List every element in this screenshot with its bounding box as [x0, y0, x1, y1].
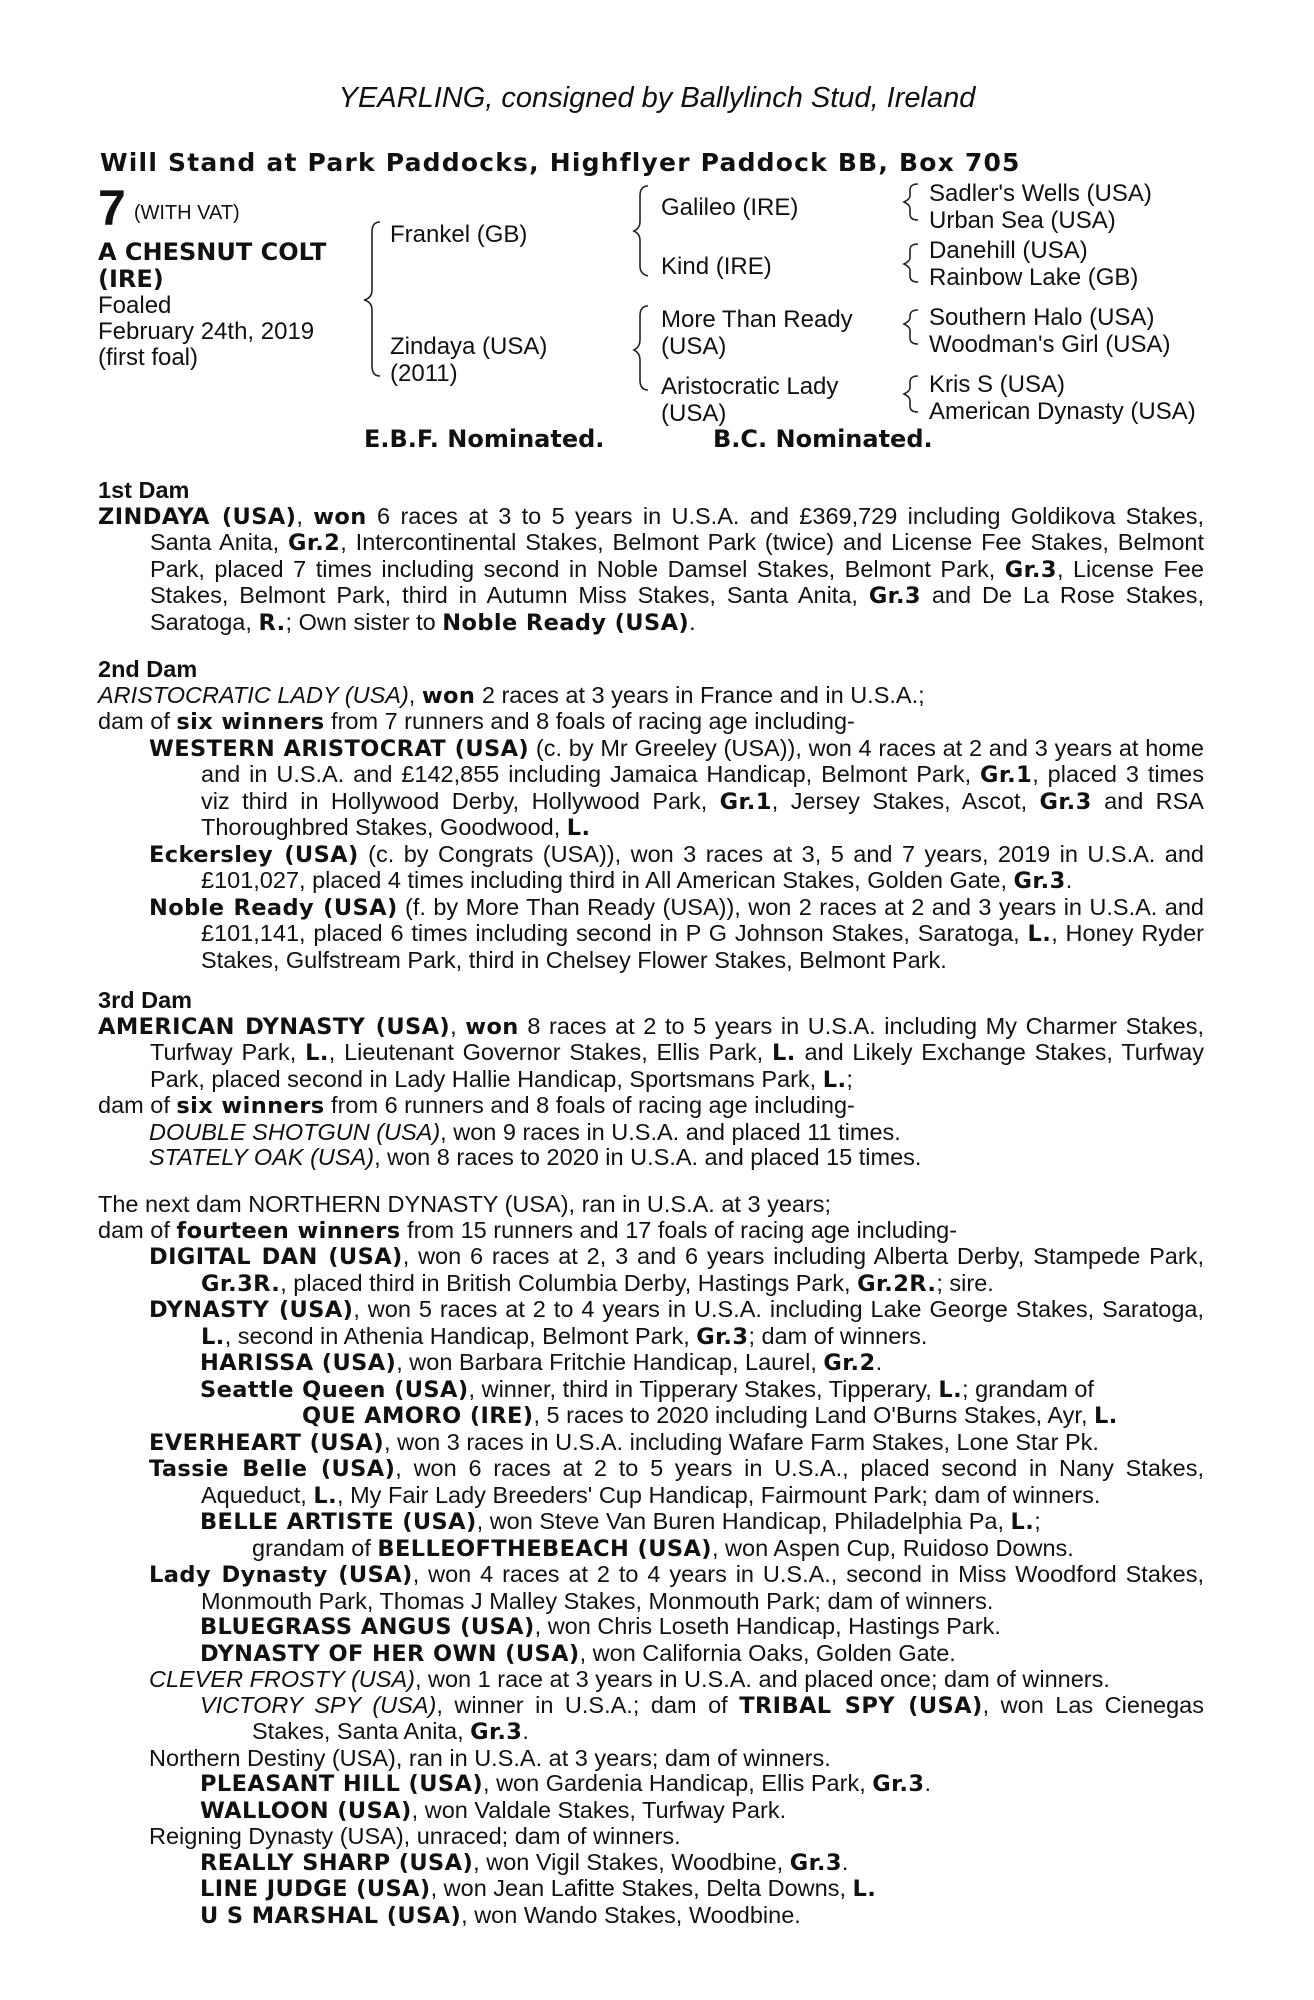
text: .	[841, 1848, 849, 1875]
text: , won Aspen Cup, Ruidoso Downs.	[711, 1534, 1074, 1561]
horse-name: TRIBAL SPY (USA)	[739, 1692, 983, 1719]
grade: Gr.3	[1013, 868, 1066, 894]
dam-of-line	[98, 1093, 1204, 1120]
horse-name: EVERHEART (USA)	[149, 1429, 385, 1456]
text: , Intercontinental Stakes, Belmont Park (twice) and License Fee Stakes, Belmont Park, placed 7 times including second in Noble Damsel Stakes, Belmont Park,	[150, 529, 1204, 582]
text: , License Fee Stakes, Belmont Park, third in Autumn Miss Stakes, Santa Anita,	[150, 555, 1204, 608]
horse-name: U S MARSHAL (USA)	[200, 1902, 462, 1929]
text: ,	[450, 1012, 466, 1039]
grade: R.	[258, 609, 286, 636]
horse-name: Lady Dynasty (USA)	[149, 1562, 413, 1588]
winners-count: six winners	[176, 1093, 325, 1119]
text: .	[689, 608, 696, 635]
horse-name: QUE AMORO (IRE)	[302, 1403, 534, 1429]
text: ; sire.	[936, 1269, 994, 1296]
ggp-4: Rainbow Lake (GB)	[929, 264, 1139, 291]
progeny-entry	[98, 1509, 1204, 1536]
progeny-entry	[98, 1771, 1204, 1798]
progeny-entry	[98, 1798, 1204, 1825]
grade: Gr.3	[872, 1771, 925, 1797]
grade: Gr.2	[288, 530, 341, 556]
text: , won Vigil Stakes, Woodbine,	[473, 1848, 790, 1875]
text: , won 4 races at 2 to 4 years in U.S.A., second in Miss Woodford Stakes, Monmouth Park, Thomas J Malley Stakes, Monmouth Park; dam of winners.	[201, 1561, 1204, 1614]
grade: Gr.3	[470, 1719, 523, 1745]
text: , placed 3 times viz third in Hollywood Derby, Hollywood Park,	[201, 761, 1204, 814]
sire: Frankel (GB)	[390, 221, 528, 248]
text: , Honey Ryder Stakes, Gulfstream Park, third in Chelsey Flower Stakes, Belmont Park.	[201, 920, 1204, 973]
winners-count: six winners	[176, 709, 325, 735]
sire-dam: Kind (IRE)	[661, 253, 772, 280]
grade: L.	[771, 1040, 796, 1066]
text: dam of	[98, 708, 177, 734]
sister-name: Noble Ready (USA)	[442, 609, 690, 636]
won-label: won	[313, 503, 367, 530]
first-dam-text: ZINDAYA (USA), won 6 races at 3 to 5 years in U.S.A. and £369,729 including Goldikova Stakes, Santa Anita, Gr.2, Intercontinental Stakes, Belmont Park (twice) and License Fee Stakes, Belmont Park, placed 7 times including second in Noble Damsel Stakes, Belmont Park, Gr.3, License Fee Stakes, Belmont Park, third in Autumn Miss Stakes, Santa Anita, Gr.3 and De La Rose Stakes, Saratoga, R.; Own sister to Noble Ready (USA).	[98, 502, 1205, 636]
grade: Gr.3	[1004, 556, 1057, 583]
text: ,	[408, 681, 422, 708]
text: ; Own sister to	[285, 608, 443, 635]
horse-name: WESTERN ARISTOCRAT (USA)	[149, 735, 530, 762]
horse-name: BELLEOFTHEBEACH (USA)	[377, 1535, 712, 1562]
progeny-entry	[98, 1876, 1204, 1903]
progeny-entry	[98, 1350, 1204, 1377]
text: , won 5 races at 2 to 4 years in U.S.A. including Lake George Stakes, Saratoga,	[353, 1296, 1204, 1322]
horse-name: Eckersley (USA)	[149, 841, 359, 868]
grade: Gr.2R.	[857, 1270, 937, 1297]
progeny-entry	[98, 1403, 1204, 1430]
grade: L.	[1027, 921, 1052, 947]
grade: L.	[822, 1066, 847, 1093]
text: , winner in U.S.A.; dam of	[436, 1691, 740, 1718]
third-dam-text	[98, 1014, 1204, 1094]
text: from 7 runners and 8 foals of racing age including-	[324, 708, 855, 734]
text: and RSA Thoroughbred Stakes, Goodwood,	[201, 787, 1204, 840]
progeny-entry	[98, 1430, 1204, 1457]
ggp-5: Southern Halo (USA)	[929, 304, 1155, 331]
pedigree-brackets	[0, 0, 1314, 460]
text: dam of	[98, 1092, 177, 1118]
progeny-entry	[98, 1667, 1204, 1693]
foaled-label: Foaled	[98, 292, 172, 319]
progeny-entry	[98, 1536, 1204, 1563]
text: , won Las Cienegas Stakes, Santa Anita,	[252, 1691, 1204, 1744]
first-dam-section	[98, 478, 1204, 636]
first-dam-heading: 1st Dam	[98, 477, 190, 503]
dam: Zindaya (USA) (2011)	[390, 333, 548, 387]
text: (c. by Congrats (USA)), won 3 races at 3, 5 and 7 years, 2019 in U.S.A. and £101,027, placed 4 times including third in All American Stakes, Golden Gate,	[201, 840, 1205, 893]
text: 2 races at 3 years in France and in U.S.A.;	[475, 681, 925, 708]
horse-name: BLUEGRASS ANGUS (USA)	[200, 1614, 535, 1640]
second-dam-line	[98, 683, 1204, 710]
grade: Gr.2	[823, 1350, 876, 1376]
grade: Gr.3	[789, 1849, 842, 1876]
horse-name: HARISSA (USA)	[200, 1350, 397, 1376]
next-dam-section	[98, 1192, 1204, 1929]
text: 8 races at 2 to 5 years in U.S.A. including My Charmer Stakes, Turfway Park,	[150, 1012, 1204, 1065]
text: , won Jean Lafitte Stakes, Delta Downs,	[430, 1875, 853, 1901]
text: , won 8 races to 2020 in U.S.A. and placed 15 times.	[374, 1144, 922, 1170]
text: , placed third in British Columbia Derby, Hastings Park,	[280, 1269, 858, 1296]
progeny-entry	[98, 1377, 1204, 1404]
grade: L.	[566, 815, 591, 841]
progeny-entry	[98, 1641, 1204, 1668]
text: , won 1 race at 3 years in U.S.A. and placed once; dam of winners.	[414, 1666, 1110, 1692]
text: from 15 runners and 17 foals of racing age including-	[400, 1216, 958, 1243]
progeny-entry: Reigning Dynasty (USA), unraced; dam of winners.	[149, 1823, 681, 1849]
dam-of-line	[98, 709, 1204, 736]
grade: Gr.3	[696, 1323, 749, 1350]
dam-dam: Aristocratic Lady (USA)	[661, 373, 839, 427]
progeny-entry	[98, 1145, 1204, 1171]
dam-name: AMERICAN DYNASTY (USA)	[98, 1013, 451, 1040]
text: ; dam of winners.	[748, 1322, 928, 1349]
bc-nomination: B.C. Nominated.	[713, 425, 933, 453]
grade: Gr.3R.	[201, 1270, 281, 1297]
text: , won 6 races at 2 to 5 years in U.S.A., placed second in Nany Stakes, Aqueduct,	[201, 1455, 1204, 1508]
text: , won Gardenia Handicap, Ellis Park,	[483, 1770, 873, 1796]
text: , Lieutenant Governor Stakes, Ellis Park,	[328, 1039, 772, 1065]
horse-name: CLEVER FROSTY (USA)	[149, 1666, 415, 1692]
progeny-entry: Northern Destiny (USA), ran in U.S.A. at 3 years; dam of winners.	[149, 1744, 831, 1771]
horse-name: REALLY SHARP (USA)	[200, 1849, 474, 1876]
horse-name: PLEASANT HILL (USA)	[200, 1771, 484, 1797]
text: .	[924, 1770, 931, 1796]
text: (f. by More Than Ready (USA)), won 2 races at 2 and 3 years in U.S.A. and £101,141, placed 6 times including second in P G Johnson Stakes, Saratoga,	[201, 893, 1204, 946]
ggp-2: Urban Sea (USA)	[929, 207, 1116, 234]
text: ;	[1034, 1508, 1041, 1534]
grade: Gr.1	[719, 788, 772, 815]
second-dam-heading: 2nd Dam	[98, 656, 198, 682]
next-dam-intro: The next dam NORTHERN DYNASTY (USA), ran in U.S.A. at 3 years;	[98, 1191, 832, 1217]
location-line: Will Stand at Park Paddocks, Highflyer Paddock BB, Box 705	[100, 148, 1021, 177]
won-label: won	[421, 682, 476, 709]
dam-name: ZINDAYA (USA)	[98, 503, 297, 530]
progeny-entry	[98, 1850, 1204, 1877]
ggp-1: Sadler's Wells (USA)	[929, 180, 1152, 207]
page-title: YEARLING, consigned by Ballylinch Stud, Ireland	[338, 82, 976, 114]
progeny-entry	[98, 1562, 1204, 1614]
text: ; grandam of	[962, 1375, 1094, 1402]
grade: Gr.3	[868, 583, 921, 609]
horse-name: Seattle Queen (USA)	[200, 1376, 469, 1403]
grade: L.	[201, 1323, 225, 1350]
dam-name: ARISTOCRATIC LADY (USA)	[98, 681, 409, 708]
text: and Likely Exchange Stakes, Turfway Park, placed second in Lady Hallie Handicap, Sportsmans Park,	[150, 1039, 1204, 1092]
progeny-entry	[98, 736, 1204, 842]
horse-name: STATELY OAK (USA)	[149, 1144, 375, 1170]
horse-name: Noble Ready (USA)	[149, 894, 398, 921]
progeny-entry	[98, 842, 1204, 895]
ggp-8: American Dynasty (USA)	[929, 398, 1196, 425]
horse-name: DIGITAL DAN (USA)	[149, 1244, 403, 1270]
text: , My Fair Lady Breeders' Cup Handicap, Fairmount Park; dam of winners.	[337, 1481, 1101, 1508]
ggp-3: Danehill (USA)	[929, 237, 1088, 264]
text: and De La Rose Stakes, Saratoga,	[150, 582, 1205, 635]
grade: L.	[938, 1376, 963, 1403]
progeny-entry	[98, 1903, 1204, 1930]
horse-name: BELLE ARTISTE (USA)	[200, 1509, 477, 1535]
lot-description: A CHESNUT COLT (IRE)	[98, 238, 327, 293]
dam-sire: More Than Ready (USA)	[661, 306, 853, 360]
horse-name: DOUBLE SHOTGUN (USA)	[149, 1118, 441, 1145]
horse-name: VICTORY SPY (USA)	[200, 1691, 437, 1718]
progeny-entry	[98, 1120, 1204, 1146]
text: , 5 races to 2020 including Land O'Burns Stakes, Ayr,	[533, 1402, 1095, 1428]
text: grandam of	[252, 1534, 378, 1561]
winners-count: fourteen winners	[176, 1217, 401, 1244]
text: , won 9 races in U.S.A. and placed 11 times.	[440, 1118, 901, 1145]
text: dam of	[98, 1216, 177, 1243]
progeny-entry	[98, 1693, 1204, 1746]
text: , won 6 races at 2, 3 and 6 years including Alberta Derby, Stampede Park,	[402, 1243, 1204, 1269]
horse-name: WALLOON (USA)	[200, 1797, 412, 1824]
text: , won 3 races in U.S.A. including Wafare Farm Stakes, Lone Star Pk.	[384, 1428, 1099, 1455]
horse-name: Tassie Belle (USA)	[149, 1456, 396, 1482]
grade: L.	[313, 1482, 338, 1509]
dam-of-line	[98, 1218, 1204, 1245]
text: from 6 runners and 8 foals of racing age including-	[324, 1092, 855, 1118]
ggp-6: Woodman's Girl (USA)	[929, 331, 1171, 358]
second-dam-section	[98, 657, 1204, 973]
ggp-7: Kris S (USA)	[929, 371, 1066, 398]
third-dam-section	[98, 988, 1204, 1171]
text: , won Barbara Fritchie Handicap, Laurel,	[396, 1349, 824, 1375]
text: , second in Athenia Handicap, Belmont Park,	[224, 1322, 697, 1349]
progeny-entry	[98, 1456, 1204, 1509]
text: , winner, third in Tipperary Stakes, Tipperary,	[468, 1375, 939, 1402]
won-label: won	[465, 1013, 519, 1040]
text: 6 races at 3 to 5 years in U.S.A. and £369,729 including Goldikova Stakes, Santa Anita,	[150, 502, 1205, 555]
horse-name: DYNASTY (USA)	[149, 1297, 354, 1323]
sire-sire: Galileo (IRE)	[661, 194, 799, 221]
progeny-entry	[98, 1297, 1204, 1350]
text: , Jersey Stakes, Ascot,	[771, 787, 1040, 814]
ebf-nomination: E.B.F. Nominated.	[364, 425, 605, 453]
third-dam-heading: 3rd Dam	[98, 987, 193, 1013]
progeny-entry	[98, 1244, 1204, 1297]
grade: L.	[1094, 1403, 1118, 1429]
vat-note: (WITH VAT)	[133, 202, 240, 224]
progeny-entry	[98, 895, 1204, 974]
text: (c. by Mr Greeley (USA)), won 4 races at 2 and 3 years at home and in U.S.A. and £142,855 including Jamaica Handicap, Belmont Park,	[201, 734, 1204, 787]
text: .	[522, 1718, 529, 1744]
grade: L.	[1010, 1509, 1035, 1535]
grade: Gr.1	[980, 762, 1033, 788]
text: , won Valdale Stakes, Turfway Park.	[411, 1796, 787, 1823]
text: ;	[846, 1065, 853, 1092]
text: .	[875, 1349, 883, 1375]
text: , won Steve Van Buren Handicap, Philadelphia Pa,	[476, 1508, 1011, 1534]
lot-number: 7	[98, 180, 126, 236]
foal-note: (first foal)	[98, 344, 199, 371]
horse-name: LINE JUDGE (USA)	[200, 1876, 431, 1902]
grade: Gr.3	[1039, 788, 1092, 815]
progeny-entry	[98, 1614, 1204, 1641]
grade: L.	[305, 1040, 329, 1066]
text: , won Wando Stakes, Woodbine.	[461, 1901, 801, 1928]
text: .	[1065, 867, 1073, 893]
grade: L.	[852, 1876, 877, 1902]
foaled-date: February 24th, 2019	[98, 318, 315, 345]
text: , won California Oaks, Golden Gate.	[579, 1639, 956, 1666]
horse-name: DYNASTY OF HER OWN (USA)	[200, 1640, 580, 1667]
text: , won Chris Loseth Handicap, Hastings Park.	[534, 1613, 1001, 1639]
